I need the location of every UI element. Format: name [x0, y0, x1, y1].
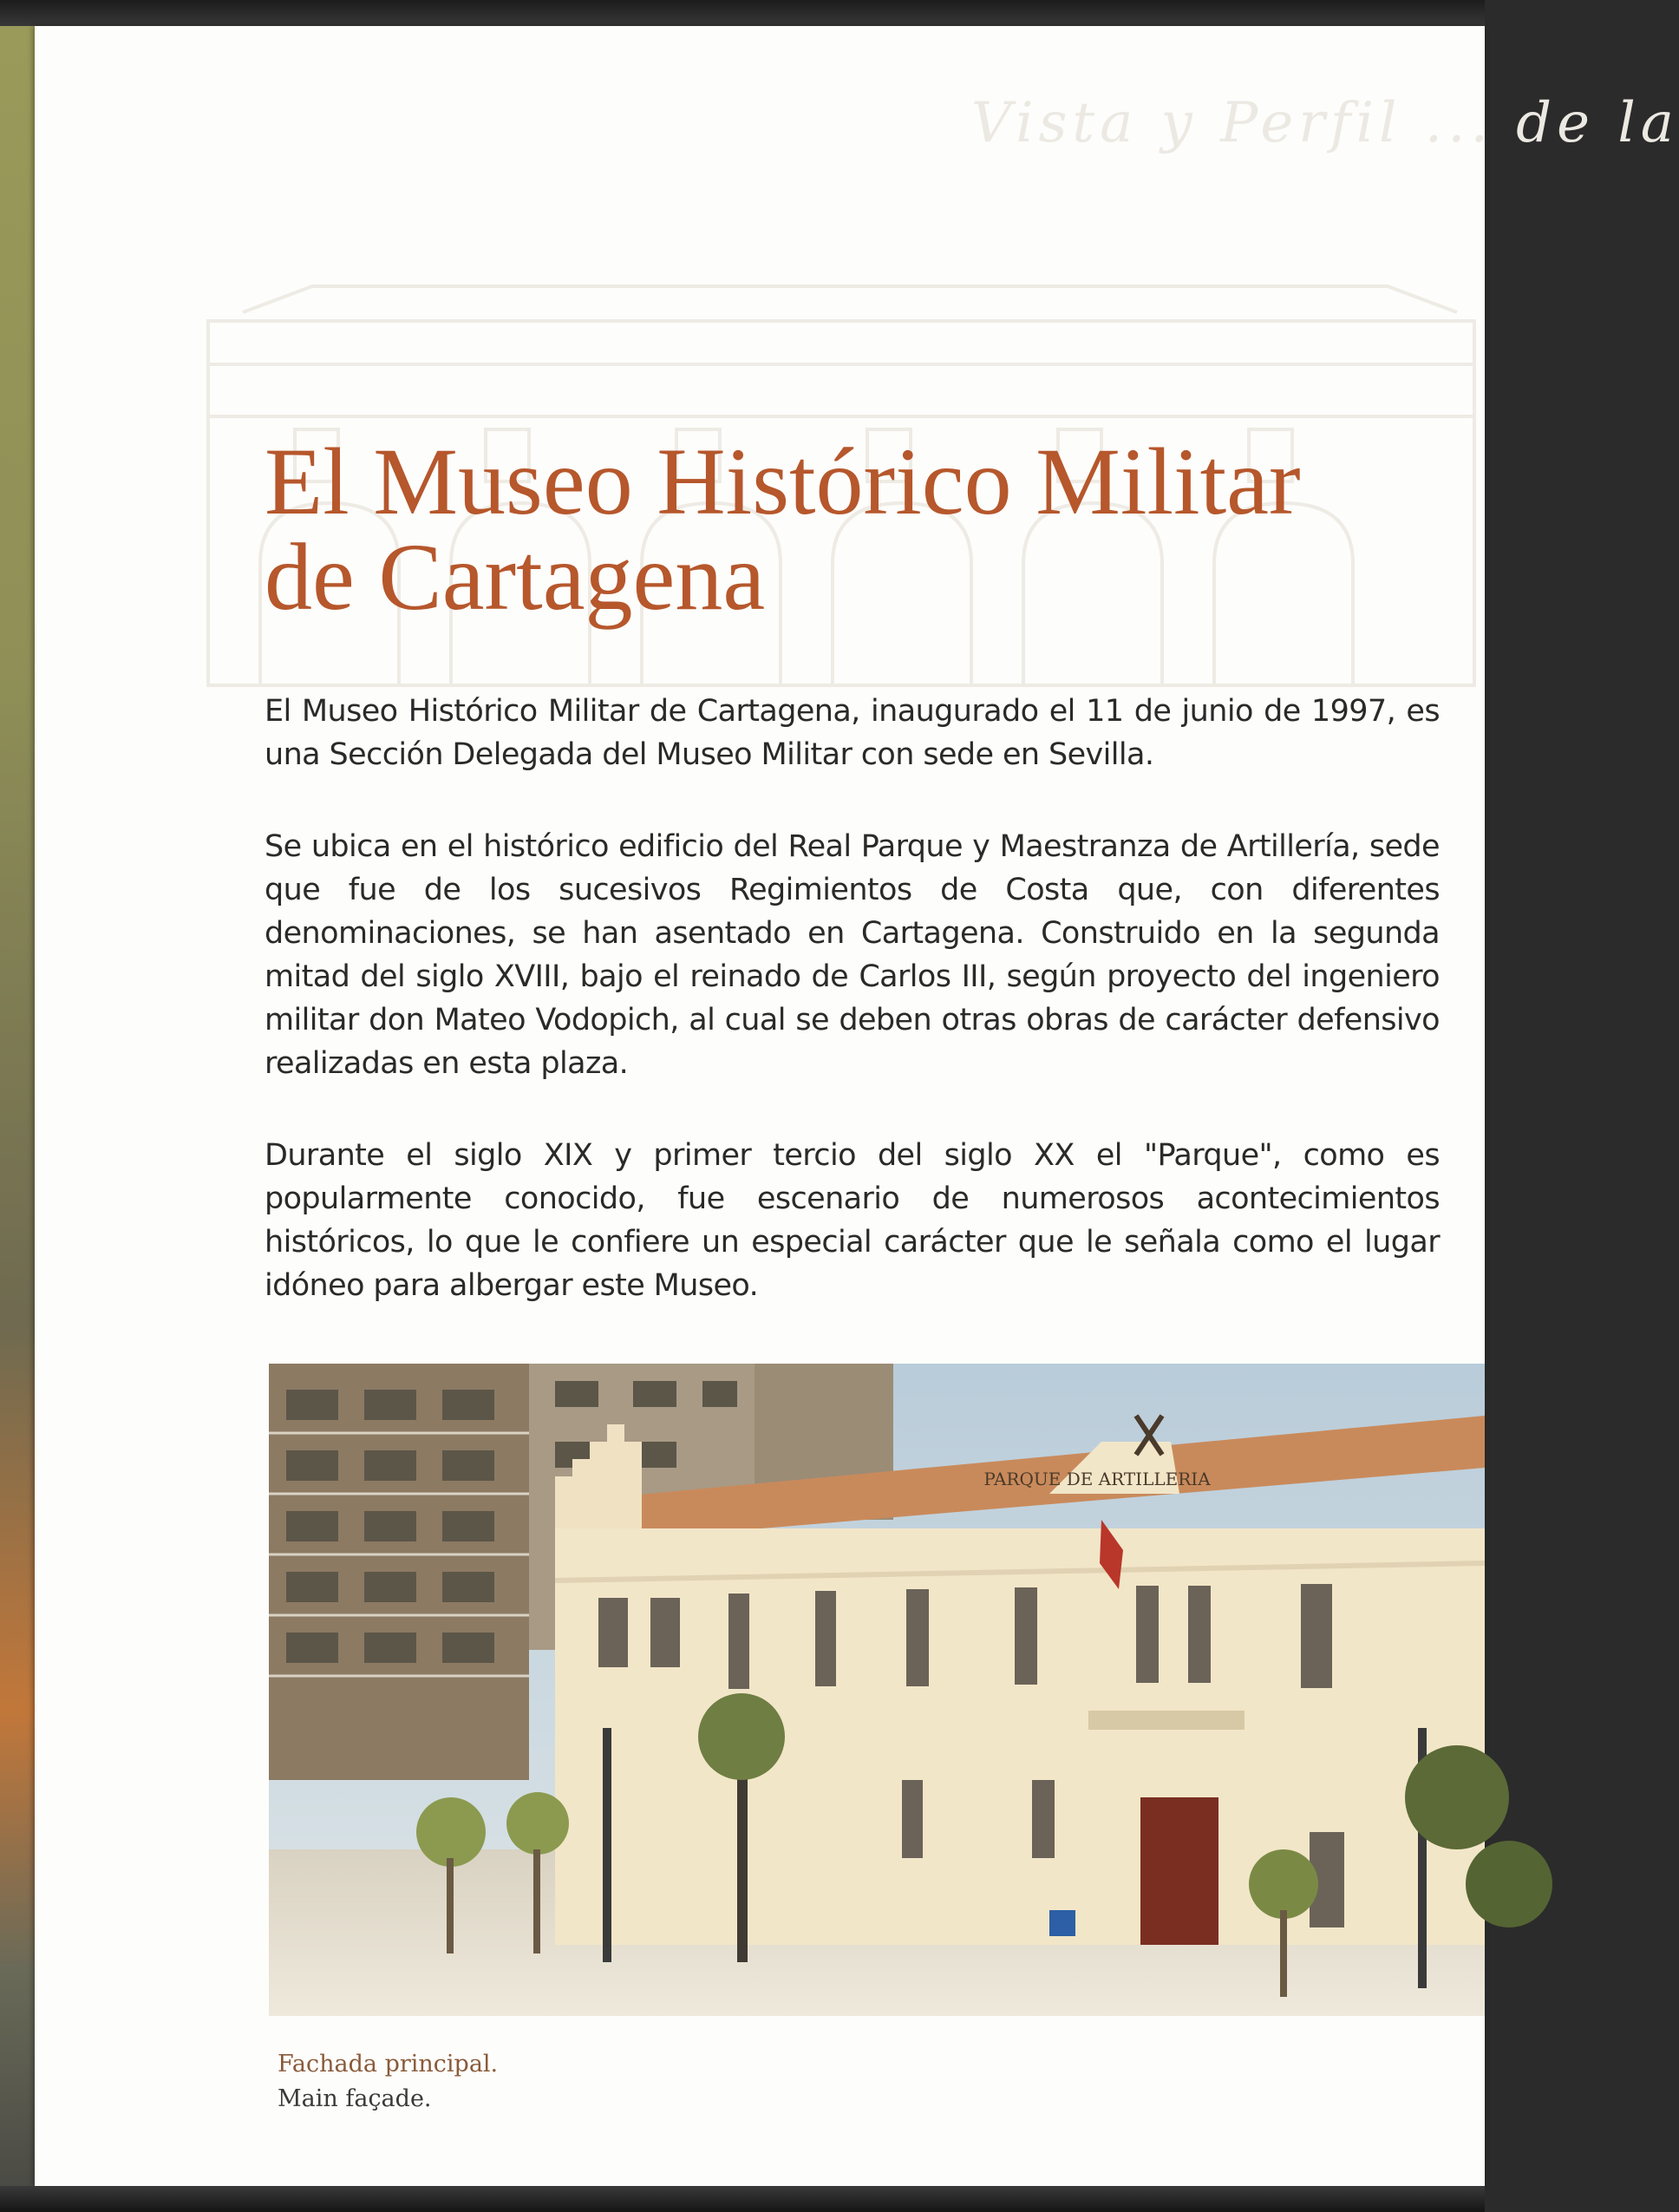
pedestrian-sign: [1049, 1910, 1075, 1936]
ghost-script-text: Vista y Perfil ... de la: [971, 91, 1679, 155]
facade-photo: [269, 1364, 1485, 2016]
title-line-2: de Cartagena: [265, 524, 766, 630]
caption-spanish: Fachada principal.: [278, 2051, 499, 2078]
page-title: [265, 429, 1479, 630]
body-text: [265, 690, 1440, 1356]
paragraph-3: Durante el siglo XIX y primer tercio del siglo XX el "Parque", como es popularmente conocido, fue escenario de numerosos acontecimientos históricos, lo que le confiere un especial carácter que le señala como el lugar idóneo para albergar este Museo.: [265, 1138, 1440, 1303]
page: [35, 26, 1679, 2186]
sign-text: PARQUE DE ARTILLERIA: [983, 1469, 1211, 1489]
facade-illustration: [269, 1364, 1485, 2016]
scan-bottom-edge: [0, 2186, 1485, 2212]
caption-english: Main façade.: [278, 2085, 432, 2112]
photo-caption: [278, 2047, 498, 2117]
scan-top-edge: [0, 0, 1485, 29]
title-line-1: El Museo Histórico Militar: [265, 429, 1301, 534]
paragraph-1: El Museo Histórico Militar de Cartagena, inaugurado el 11 de junio de 1997, es una Sección Delegada del Museo Militar con sede en Sevilla.: [265, 694, 1440, 772]
paragraph-2: Se ubica en el histórico edificio del Real Parque y Maestranza de Artillería, sede que fue de los sucesivos Regimientos de Costa que, con diferentes denominaciones, se han asentado en Cartagena. Construido en la segunda mitad del siglo XVIII, bajo el reinado de Carlos III, según proyecto del ingeniero militar don Mateo Vodopich, al cual se deben otras obras de carácter defensivo realizadas en esta plaza.: [265, 829, 1440, 1081]
